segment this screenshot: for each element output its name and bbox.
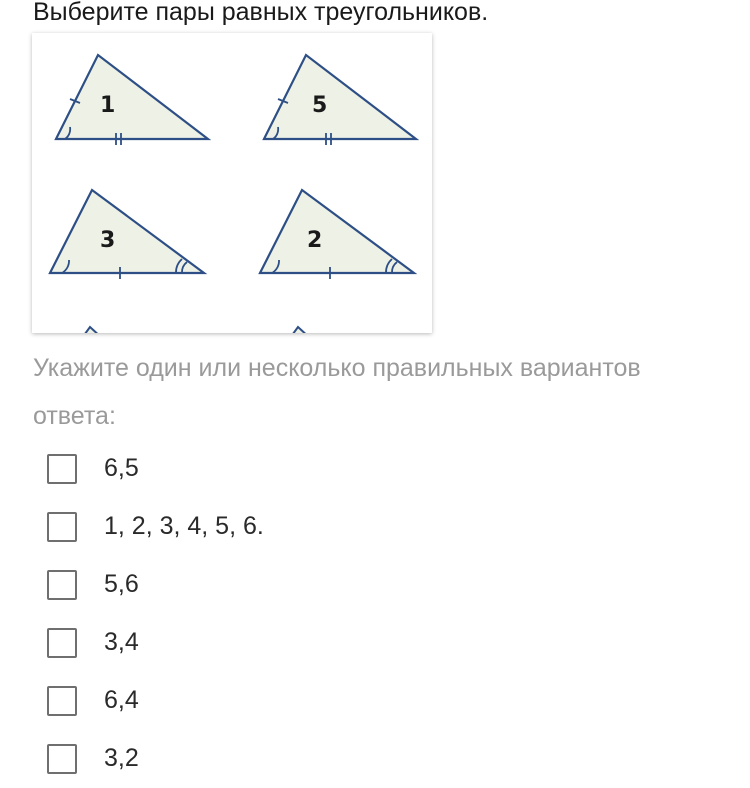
answer-options (0, 440, 750, 788)
triangles-drawing (32, 33, 432, 333)
triangle-2 (260, 190, 414, 279)
option-label[interactable]: 6,5 (104, 454, 139, 482)
option-label[interactable]: 3,4 (104, 628, 139, 656)
option-label[interactable]: 3,2 (104, 744, 139, 772)
triangle-2-label: 2 (307, 228, 323, 253)
triangle-3-label: 3 (100, 228, 116, 253)
triangle-5-label: 5 (312, 93, 328, 118)
option-row[interactable] (0, 614, 750, 672)
question-title: Выберите пары равных треугольников. (33, 0, 489, 26)
triangle-5 (264, 55, 416, 145)
option-checkbox[interactable] (47, 454, 77, 484)
triangle-3 (50, 190, 204, 279)
option-row[interactable] (0, 730, 750, 788)
triangles-figure (32, 33, 432, 333)
option-label[interactable]: 6,4 (104, 686, 139, 714)
triangle-1 (56, 55, 208, 145)
triangle-row-3-partial (82, 327, 310, 333)
option-row[interactable] (0, 556, 750, 614)
option-checkbox[interactable] (47, 512, 77, 542)
option-checkbox[interactable] (47, 570, 77, 600)
option-checkbox[interactable] (47, 686, 77, 716)
option-checkbox[interactable] (47, 628, 77, 658)
triangle-1-label: 1 (100, 93, 116, 118)
option-checkbox[interactable] (47, 744, 77, 774)
option-label[interactable]: 1, 2, 3, 4, 5, 6. (104, 512, 264, 540)
option-label[interactable]: 5,6 (104, 570, 139, 598)
option-row[interactable] (0, 440, 750, 498)
option-row[interactable] (0, 672, 750, 730)
option-row[interactable] (0, 498, 750, 556)
answer-instruction: Укажите один или несколько правильных вариантов ответа: (33, 354, 641, 430)
